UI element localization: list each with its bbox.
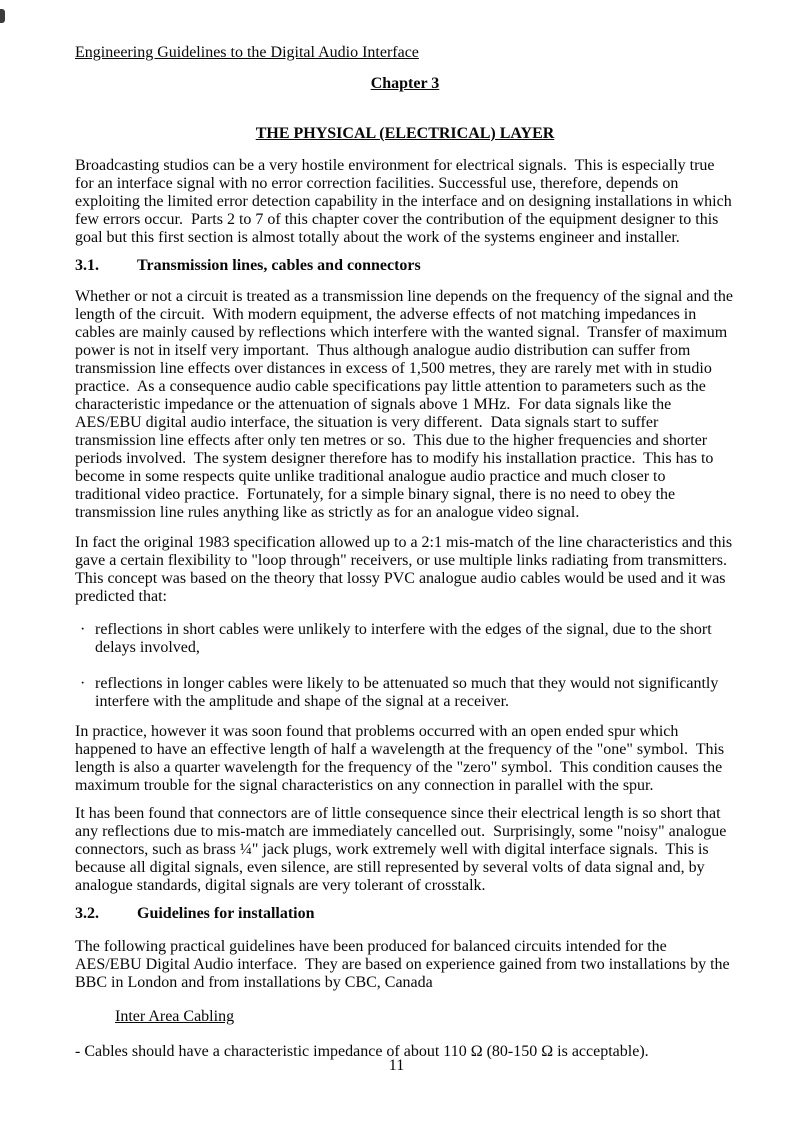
bullet-text: reflections in longer cables were likely to be attenuated so much that they would not significantly interfere with the amplitude and shape of the signal at a receiver. (95, 675, 723, 710)
paragraph-1983-spec: In fact the original 1983 specification allowed up to a 2:1 mis-match of the line characteristics and this gave a certain flexibility to "loop through" receivers, or use multiple links radiating from transmitters. This concept was based on the theory that lossy PVC analogue audio cables would be used and it was predicted that: (75, 534, 737, 605)
chapter-heading-text: Chapter 3 (370, 75, 440, 92)
section-heading-3-2 (75, 905, 735, 923)
page-title (75, 125, 735, 143)
paragraph-open-ended-spur: In practice, however it was soon found that problems occurred with an open ended spur which happened to have an effective length of half a wavelength at the frequency of the "one" symbol. This length is also a quarter wavelength for the frequency of the "zero" symbol. This condition causes the maximum trouble for the signal characteristics on any connection in parallel with the spur. (75, 723, 729, 794)
bullet-icon: · (80, 675, 86, 692)
bullet-item-longer-cables (75, 675, 735, 711)
running-head-text: Engineering Guidelines to the Digital Audio Interface (75, 44, 419, 61)
paragraph-intro: Broadcasting studios can be a very hostile environment for electrical signals. This is especially true for an interface signal with no error correction facilities. Successful use, therefore, depends on exploiting the limited error detection capability in the interface and on designing installations in which few errors occur. Parts 2 to 7 of this chapter cover the contribution of the equipment designer to this goal but this first section is almost totally about the work of the systems engineer and installer. (75, 157, 736, 246)
subheading-inter-area-cabling (115, 1008, 735, 1026)
paragraph-connectors: It has been found that connectors are of little consequence since their electrical length is so short that any reflections due to mis-match are immediately cancelled out. Surprisingly, some "noisy" analogue connectors, such as brass ¼" jack plugs, work extremely well with digital interface signals. This is because all digital signals, even silence, are still represented by several volts of data signal and, by analogue standards, digital signals are very tolerant of crosstalk. (75, 805, 731, 894)
subheading-text: Inter Area Cabling (115, 1008, 235, 1025)
section-3-2-title: Guidelines for installation (137, 905, 315, 922)
list-item-cables-impedance: - Cables should have a characteristic impedance of about 110 Ω (80-150 Ω is acceptable). (75, 1043, 649, 1060)
scan-artifact-mark (0, 9, 5, 23)
section-3-2-number: 3.2. (75, 905, 99, 922)
bullet-text: reflections in short cables were unlikely to interfere with the edges of the signal, due to the short delays involved, (95, 621, 716, 656)
paragraph-transmission-lines: Whether or not a circuit is treated as a transmission line depends on the frequency of the signal and the length of the circuit. With modern equipment, the adverse effects of not matching impedances in cables are mainly caused by reflections which interfere with the wanted signal. Transfer of maximum power is not in itself very important. Thus although analogue audio distribution can suffer from transmission line effects over distances in excess of 1,500 metres, they are rarely met with in studio practice. As a consequence audio cable specifications pay little attention to parameters such as the characteristic impedance or the attenuation of signals above 1 MHz. For data signals like the AES/EBU digital audio interface, the situation is very different. Data signals start to suffer transmission line effects after only ten metres or so. This due to the higher frequencies and shorter periods involved. The system designer therefore has to modify his installation practice. This has to become in some respects quite unlike traditional analogue audio practice and much closer to traditional video practice. Fortunately, for a simple binary signal, there is no need to obey the transmission line rules anything like as strictly as for an analogue video signal. (75, 288, 738, 521)
page-content (75, 44, 738, 1061)
bullet-icon: · (80, 621, 86, 638)
page-title-text: THE PHYSICAL (ELECTRICAL) LAYER (255, 125, 555, 142)
section-3-1-number: 3.1. (75, 257, 99, 274)
bullet-item-short-cables (75, 621, 735, 657)
running-head (75, 44, 735, 62)
paragraph-guidelines: The following practical guidelines have been produced for balanced circuits intended for the AES/EBU Digital Audio interface. They are based on experience gained from two installations by the BBC in London and from installations by CBC, Canada (75, 938, 734, 991)
section-heading-3-1 (75, 257, 735, 275)
chapter-heading (75, 75, 735, 93)
page-number: 11 (388, 1057, 405, 1074)
section-3-1-title: Transmission lines, cables and connectors (137, 257, 421, 274)
